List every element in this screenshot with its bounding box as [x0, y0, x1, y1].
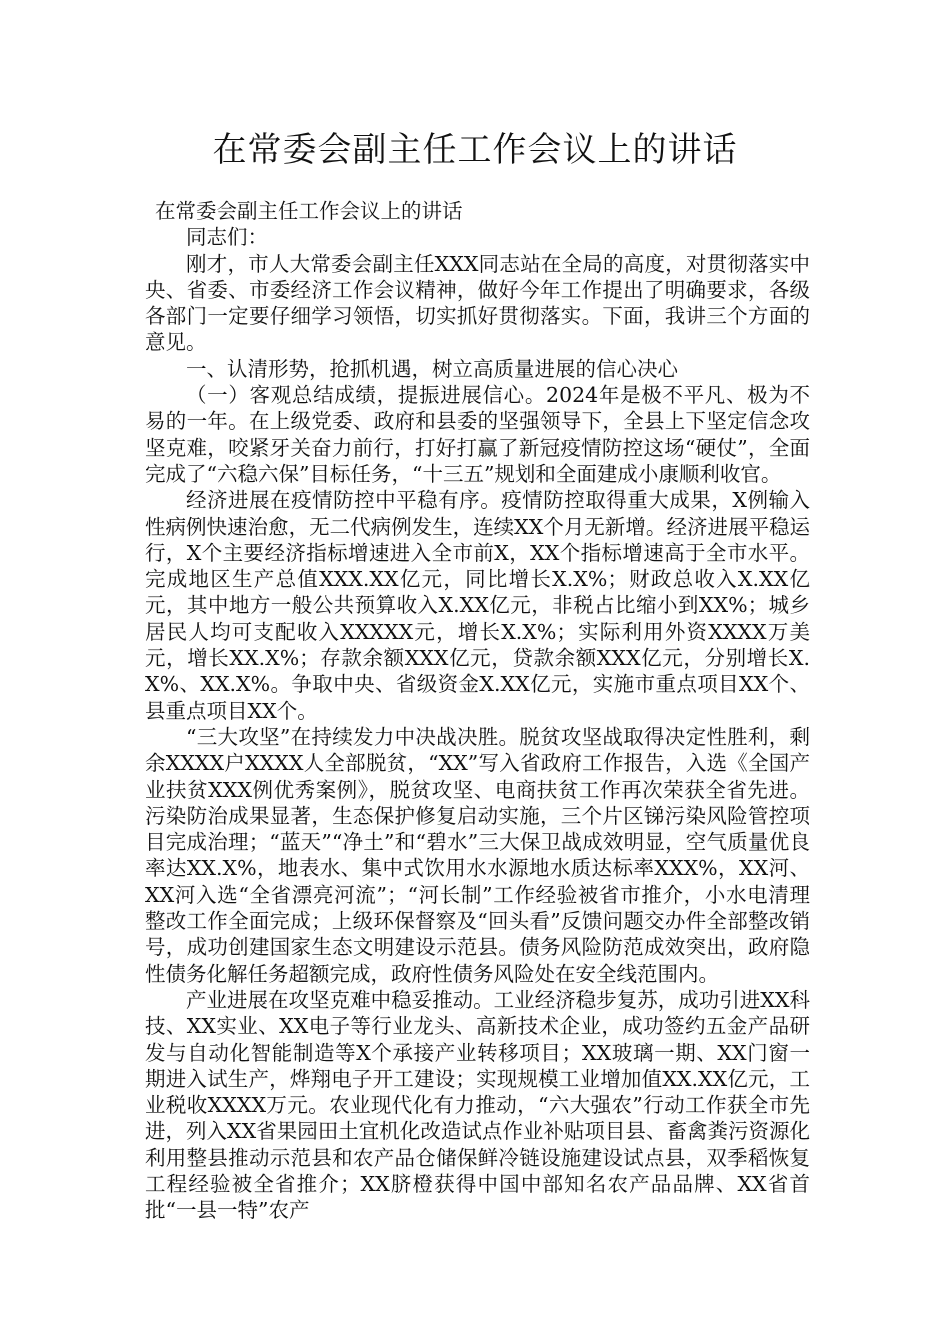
- document-title: 在常委会副主任工作会议上的讲话: [212, 130, 738, 170]
- paragraph-opening: 刚才，市人大常委会副主任XXX同志站在全局的高度，对贯彻落实中央、省委、市委经济工作会议精神，做好今年工作提出了明确要求，各级各部门一定要仔细学习领悟，切实抓好贯彻落实。下面，我讲三个方面的意见。: [145, 251, 810, 355]
- paragraph-achievements: （一）客观总结成绩，提振进展信心。2024年是极不平凡、极为不易的一年。在上级党委、政府和县委的坚强领导下，全县上下坚定信念攻坚克难，咬紧牙关奋力前行，打好打赢了新冠疫情防控这场“硬仗”，全面完成了“六稳六保”目标任务，“十三五”规划和全面建成小康顺利收官。: [145, 383, 810, 486]
- paragraph-economy: 经济进展在疫情防控中平稳有序。疫情防控取得重大成果，X例输入性病例快速治愈，无二代病例发生，连续XX个月无新增。经济进展平稳运行，X个主要经济指标增速进入全市前X，XX个指标增速高于全市水平。完成地区生产总值XXX.XX亿元，同比增长X.X%；财政总收入X.XX亿元，其中地方一般公共预算收入X.XX亿元，非税占比缩小到XX%；城乡居民人均可支配收入XXXXX元，增长X.X%；实际利用外资XXXX万美元，增长XX.X%；存款余额XXX亿元，贷款余额XXX亿元，分别增长X.X%、XX.X%。争取中央、省级资金X.XX亿元，实施市重点项目XX个、县重点项目XX个。: [145, 488, 810, 723]
- paragraph-industry: 产业进展在攻坚克难中稳妥推动。工业经济稳步复苏，成功引进XX科技、XX实业、XX电子等行业龙头、高新技术企业，成功签约五金产品研发与自动化智能制造等X个承接产业转移项目；XX玻璃一期、XX门窗一期进入试生产，烨翔电子开工建设；实现规模工业增加值XX.XX亿元，工业税收XXXX万元。农业现代化有力推动，“六大强农”行动工作获全市先进，列入XX省果园田土宜机化改造试点作业补贴项目县、畜禽粪污资源化利用整县推动示范县和农产品仓储保鲜冷链设施建设试点县，双季稻恢复工程经验被全省推介；XX脐橙获得中国中部知名农产品品牌、XX省首批“一县一特”农产: [145, 987, 810, 1223]
- salutation: 同志们：: [186, 225, 268, 250]
- document-body: [145, 198, 810, 1224]
- document-subtitle: 在常委会副主任工作会议上的讲话: [155, 199, 463, 223]
- section-heading: 一、认清形势，抢抓机遇，树立高质量进展的信心决心: [186, 356, 678, 381]
- paragraph-three-battles: “三大攻坚”在持续发力中决战决胜。脱贫攻坚战取得决定性胜利，剩余XXXX户XXXX人全部脱贫，“XX”写入省政府工作报告，入选《全国产业扶贫XXX例优秀案例》，脱贫攻坚、电商扶贫工作再次荣获全省先进。污染防治成果显著，生态保护修复启动实施，三个片区锑污染风险管控项目完成治理；“蓝天”“净土”和“碧水”三大保卫战成效明显，空气质量优良率达XX.X%，地表水、集中式饮用水水源地水质达标率XXX%，XX河、XX河入选“全省漂亮河流”；“河长制”工作经验被省市推介，小水电清理整改工作全面完成；上级环保督察及“回头看”反馈问题交办件全部整改销号，成功创建国家生态文明建设示范县。债务风险防范成效突出，政府隐性债务化解任务超额完成，政府性债务风险处在安全线范围内。: [145, 724, 810, 986]
